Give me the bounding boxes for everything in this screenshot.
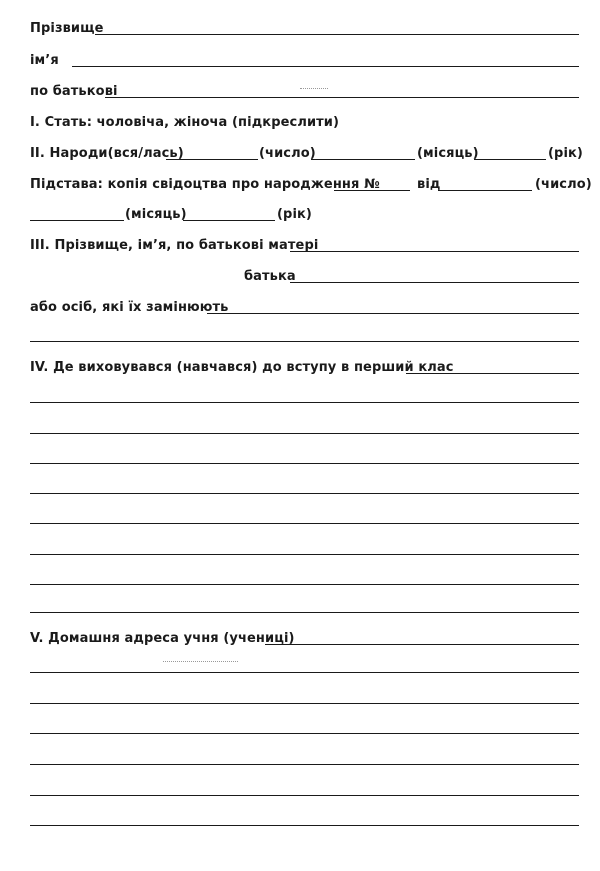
guardians-label: або осіб, які їх замінюють: [30, 300, 229, 315]
surname-field[interactable]: [95, 34, 579, 35]
sex-label: I. Стать: чоловіча, жіноча (підкреслити): [30, 115, 340, 130]
guardians-field-extra[interactable]: [30, 341, 579, 342]
birth-day-field[interactable]: [166, 159, 258, 160]
education-line[interactable]: [30, 523, 579, 524]
birth-month-caption: (місяць): [417, 146, 479, 161]
education-line[interactable]: [30, 554, 579, 555]
birth-year-field[interactable]: [474, 159, 546, 160]
certificate-month-field[interactable]: [183, 220, 275, 221]
mother-label: III. Прізвище, ім’я, по батькові матері: [30, 238, 319, 253]
mother-field[interactable]: [290, 251, 579, 252]
certificate-day-line-cont[interactable]: [30, 220, 124, 221]
address-line[interactable]: [30, 764, 579, 765]
surname-label: Прізвище: [30, 21, 104, 36]
father-label: батька: [244, 269, 296, 284]
scan-speck: [163, 661, 238, 662]
address-line[interactable]: [30, 825, 579, 826]
birth-label: II. Народи(вся/лась): [30, 146, 184, 161]
name-label: ім’я: [30, 53, 59, 68]
basis-from-label: від: [417, 177, 441, 192]
certificate-year-caption: (рік): [277, 207, 312, 222]
patronymic-field[interactable]: [105, 97, 579, 98]
patronymic-label: по батькові: [30, 84, 118, 99]
basis-label: Підстава: копія свідоцтва про народження №: [30, 177, 380, 192]
address-line[interactable]: [30, 672, 579, 673]
birth-day-caption: (число): [259, 146, 316, 161]
name-field[interactable]: [72, 66, 579, 67]
birth-year-caption: (рік): [548, 146, 583, 161]
birth-month-field[interactable]: [311, 159, 415, 160]
certificate-month-caption: (місяць): [125, 207, 187, 222]
certificate-number-field[interactable]: [334, 190, 410, 191]
education-line[interactable]: [30, 493, 579, 494]
education-line[interactable]: [30, 612, 579, 613]
education-line[interactable]: [30, 402, 579, 403]
certificate-day-field[interactable]: [438, 190, 532, 191]
education-line[interactable]: [30, 584, 579, 585]
scan-speck: [300, 88, 328, 89]
education-line[interactable]: [30, 433, 579, 434]
address-line[interactable]: [30, 733, 579, 734]
address-field[interactable]: [265, 644, 579, 645]
address-line[interactable]: [30, 703, 579, 704]
certificate-day-caption: (число): [535, 177, 592, 192]
education-line[interactable]: [30, 463, 579, 464]
education-field[interactable]: [406, 373, 579, 374]
address-label: V. Домашня адреса учня (учениці): [30, 631, 295, 646]
address-line[interactable]: [30, 795, 579, 796]
education-label: IV. Де виховувався (навчався) до вступу в перший клас: [30, 360, 454, 375]
father-field[interactable]: [290, 282, 579, 283]
guardians-field[interactable]: [207, 313, 579, 314]
